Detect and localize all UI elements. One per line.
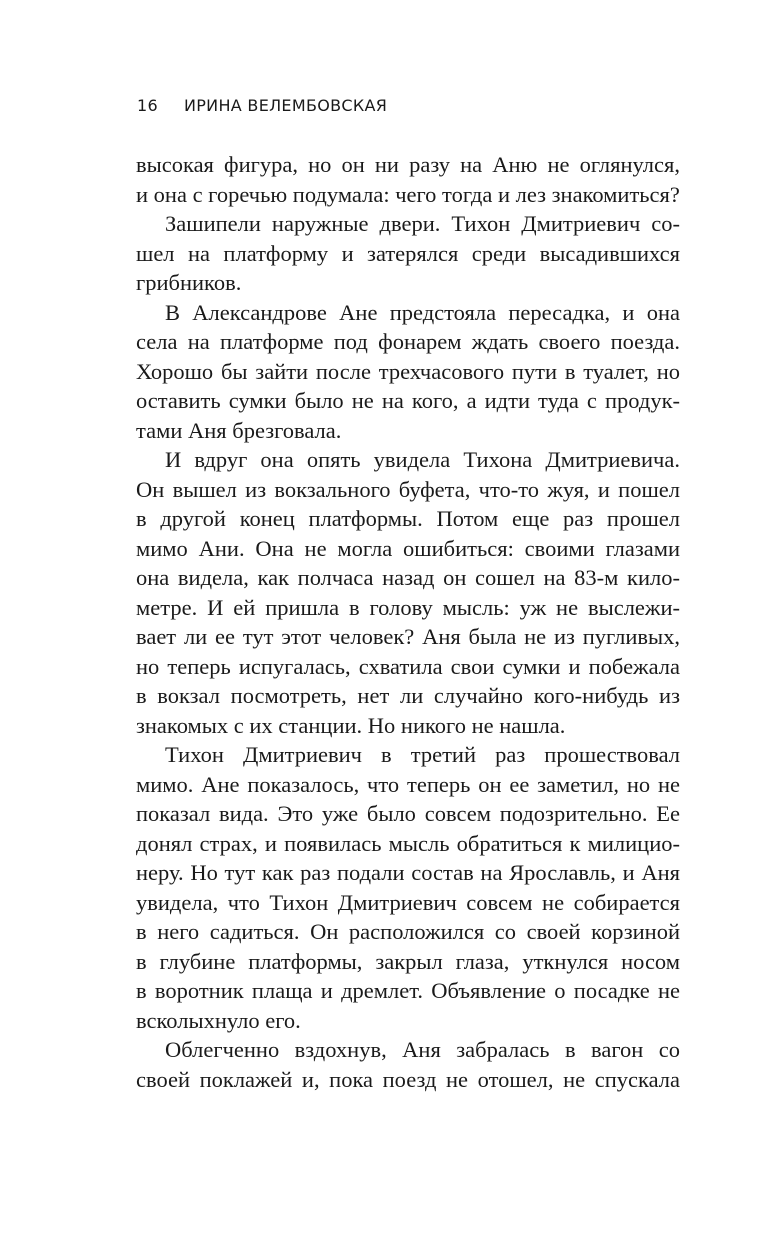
- text-line: и она с горечью подумала: чего тогда и лез знакомиться?: [136, 181, 680, 207]
- text-line: Хорошо бы зайти после трехчасового пути в туалет, но: [136, 358, 680, 384]
- text-line: Зашипели наружные двери. Тихон Дмитриевич со-: [165, 211, 680, 236]
- text-line: знакомых с их станции. Но никого не нашла.: [136, 712, 566, 738]
- text-line: вает ли ее тут этот человек? Аня была не из пугливых,: [136, 624, 680, 649]
- text-line: И вдруг она опять увидела Тихона Дмитриевича.: [165, 447, 680, 472]
- text-line: высокая фигура, но он ни разу на Аню не оглянулся,: [136, 152, 680, 177]
- text-line: Облегченно вздохнув, Аня забралась в вагон со: [165, 1037, 680, 1062]
- text-line: в глубине платформы, закрыл глаза, уткнулся носом: [136, 948, 680, 974]
- text-line: донял страх, и появилась мысль обратиться к милицио-: [136, 830, 680, 856]
- text-line: грибников.: [136, 270, 242, 295]
- text-line: шел на платформу и затерялся среди высадившихся: [136, 240, 680, 266]
- running-head: [137, 96, 387, 115]
- paragraph: [136, 298, 680, 446]
- text-line: Он вышел из вокзального буфета, что-то жуя, и пошел: [136, 476, 680, 502]
- text-line: тами Аня брезговала.: [136, 417, 342, 443]
- page-number: 16: [137, 96, 158, 115]
- text-line: метре. И ей пришла в голову мысль: уж не выслежи-: [136, 594, 680, 620]
- text-line: своей поклажей и, пока поезд не отошел, не спускала: [136, 1066, 680, 1092]
- paragraph: [136, 740, 680, 1035]
- text-line: показал вида. Это уже было совсем подозрительно. Ее: [136, 801, 680, 826]
- body-text: [136, 150, 680, 1094]
- text-line: в него садиться. Он расположился со своей корзиной: [136, 919, 680, 944]
- text-line: в вокзал посмотреть, нет ли случайно кого-нибудь из: [136, 683, 680, 708]
- text-line: в другой конец платформы. Потом еще раз прошел: [136, 506, 680, 531]
- text-line: в воротник плаща и дремлет. Объявление о посадке не: [136, 978, 680, 1003]
- author-name: ИРИНА ВЕЛЕМБОВСКАЯ: [183, 96, 388, 115]
- text-line: всколыхнуло его.: [136, 1007, 301, 1033]
- text-line: она видела, как полчаса назад он сошел на 83-м кило-: [136, 565, 680, 590]
- text-line: неру. Но тут как раз подали состав на Ярославль, и Аня: [136, 860, 680, 885]
- text-line: мимо Ани. Она не могла ошибиться: своими глазами: [136, 535, 680, 561]
- text-line: села на платформе под фонарем ждать своего поезда.: [136, 329, 680, 354]
- paragraph: [136, 1035, 680, 1094]
- text-line: Тихон Дмитриевич в третий раз прошествовал: [165, 742, 680, 767]
- paragraph-continued: [136, 150, 680, 209]
- text-line: оставить сумки было не на кого, а идти туда с продук-: [136, 388, 680, 413]
- text-line: мимо. Ане показалось, что теперь он ее заметил, но не: [136, 771, 680, 797]
- text-line: В Александрове Ане предстояла пересадка, и она: [165, 299, 680, 325]
- text-line: но теперь испугалась, схватила свои сумки и побежала: [136, 653, 680, 679]
- paragraph: [136, 209, 680, 298]
- paragraph: [136, 445, 680, 740]
- text-line: увидела, что Тихон Дмитриевич совсем не собирается: [136, 889, 680, 915]
